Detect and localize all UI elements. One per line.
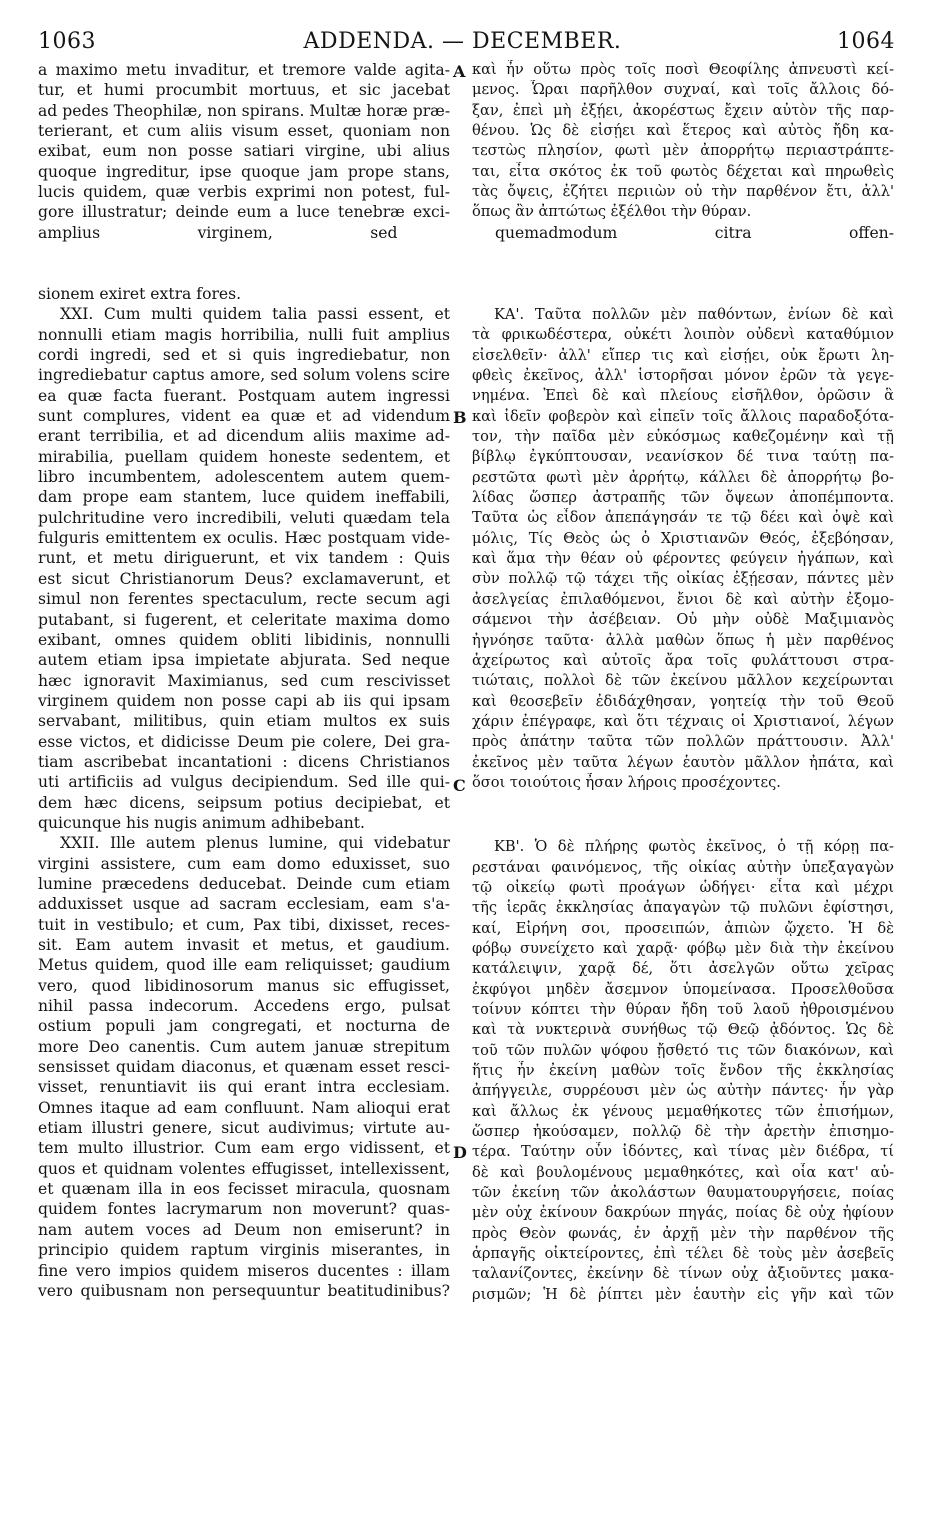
text-line: καί, Εἰρήνη σοι, προσειπών, ἀπιὼν ᾤχετο. Ἡ δὲ [472, 919, 894, 937]
text-line: nam autem voces ad Deum non emiserunt? in [38, 1220, 450, 1239]
text-line: virginem quidem non posse capi ab iis qui ipsam [38, 691, 450, 710]
text-line: lucis quidem, quæ verbis exprimi non potest, ful- [38, 183, 450, 202]
text-line: ΚΑ'. Ταῦτα πολλῶν μὲν παθόντων, ἐνίων δὲ καὶ [494, 306, 894, 323]
text-line: μενος. Ὧραι παρῆλθον συχναί, καὶ τοῖς ἄλλοις δό- [472, 81, 894, 99]
text-line: hæc ignoravit Maximianus, sed cum rescivisset [38, 671, 450, 690]
margin-marker-b: B [453, 408, 467, 427]
text-line: autem etiam ipsa impietate abjurata. Sed neque [38, 651, 450, 670]
text-line: mirabilia, puellam quidem honeste sedentem, et [38, 447, 450, 466]
text-line: erant terribilia, et ad dicendum aliis maxime ad- [38, 427, 450, 446]
text-line: uti artificiis ad vulgus decipiendum. Sed ille qui- [38, 773, 450, 792]
text-line: τιώταις, πολλοὶ δὲ τῶν ἐκείνου μᾶλλον κεχείρωνται [472, 672, 894, 690]
text-line: ἐκφύγοι μηδὲν ἄσεμνον ὑπομείνασα. Προσελθοῦσα [472, 980, 894, 998]
text-line: καὶ ἰδεῖν φοβερὸν καὶ εἰπεῖν τοῖς ἄλλοις παραδοξότα- [472, 407, 894, 425]
text-line: τεστὼς πλησίον, φωτὶ μὲν ἀπορρήτῳ περιαστράπτε- [472, 142, 894, 160]
text-line: πρὸς ἀπάτην ταῦτα τῶν πολλῶν πράττουσιν. Ἀλλ' [472, 733, 894, 751]
text-line: καὶ ἅμα τὴν θέαν οὐ φέροντες φεύγειν ἠγάπων, καὶ [472, 550, 894, 568]
text-line: Ταῦτα ὡς εἶδον ἀπεπάγησάν τε τῷ δέει καὶ ὀψὲ καὶ [472, 509, 894, 527]
greek-intro [472, 60, 894, 223]
text-line: τέρα. Ταύτην οὖν ἰδόντες, καὶ τίνας μὲν διέδρα, τί [472, 1143, 894, 1161]
text-line: μὲν οὐχ ἐκίνουν δακρύων πηγάς, ποίας δὲ οὐχ ἠφίουν [472, 1204, 894, 1222]
margin-marker-a: A [453, 62, 466, 81]
text-line: ρισμῶν; Ἡ δὲ ῥίπτει μὲν ἑαυτὴν εἰς γῆν καὶ τῶν [472, 1285, 894, 1303]
text-line: ρεστῶτα φωτὶ μὲν ἀρρήτῳ, κάλλει δὲ ἀπορρήτῳ βο- [472, 468, 894, 486]
greek-section-22 [472, 837, 894, 1305]
text-line: simul non ferentes spectaculum, recte secum agi [38, 590, 450, 609]
text-line: Omnes itaque ad eam confluunt. Nam alioqui erat [38, 1098, 450, 1117]
text-line: ἀχείρωτος καὶ αὐτοῖς ἄρα τοῖς φυλάττουσι στρα- [472, 651, 894, 669]
text-line: nihil passa indecorum. Accedens ergo, pulsat [38, 997, 450, 1016]
greek-section-21 [472, 305, 894, 793]
text-line: φόβῳ συνείχετο καὶ χαρᾷ· φόβῳ μὲν διὰ τὴν ἐκείνου [472, 939, 894, 957]
text-line: σάμενοι τὴν ἀσέβειαν. Οὐ μὴν οὐδὲ Μαξιμιανὸς [472, 611, 894, 629]
text-line: XXII. Ille autem plenus lumine, qui videbatur [60, 834, 450, 853]
text-line: καὶ τὰ νυκτερινὰ συνήθως τῷ Θεῷ ᾀδόντος. Ὡς δὲ [472, 1021, 894, 1039]
text-line: quicunque his nugis animum adhibebant. [38, 813, 366, 832]
text-line: sionem exiret extra fores. [38, 285, 242, 303]
text-line: βίβλῳ ἐγκύπτουσαν, νεανίσκον δέ τινα ταύτῃ πα- [472, 448, 894, 466]
text-line: etiam illustri genere, sicut audivimus; virtute au- [38, 1119, 450, 1138]
text-line: sit. Eam autem invasit et metus, et gaudium. [38, 936, 450, 954]
text-line: τῷ οἰκείῳ φωτὶ προάγων ὡδήγει· εἶτα καὶ μέχρι [472, 878, 894, 896]
text-line: τοῦ τῶν πυλῶν ψόφου ᾔσθετό τις τῶν διακόνων, καὶ [472, 1041, 894, 1059]
text-line: lumine præcedens deducebat. Deinde cum etiam [38, 874, 450, 893]
text-line: ἐκεῖνος μὲν ταῦτα λέγων ἑαυτὸν μᾶλλον ἠπάτα, καὶ [472, 753, 894, 771]
text-line: Metus quidem, quod ille eam reliquisset; gaudium [38, 956, 450, 975]
text-line: et quænam illa in eos fecisset miracula, quosnam [38, 1180, 450, 1199]
text-line: ἀπήγγειλε, συρρέουσι μὲν ὡς αὐτὴν πάντες· ἦν γὰρ [472, 1082, 894, 1100]
text-line: tiam ascribebat incantationi : dicens Christianos [38, 752, 450, 771]
text-line: virgini assistere, cum eam domo eduxisset, suo [38, 854, 450, 873]
text-line: ἥτις ἦν ἐκείνη μαθὼν τοῖς ἔνδον τῆς ἐκκλησίας [472, 1062, 894, 1080]
text-line: quoque ingreditur, ipse quoque jam prope stans, [38, 162, 450, 181]
text-line: ὅπως ἂν ἀπτώτως ἐξέλθοι τὴν θύραν. [472, 203, 752, 221]
text-line: ingrediebatur captus amore, sed solum volens scire [38, 366, 450, 385]
text-line: εἰσελθεῖν· ἀλλ' εἴπερ τις καὶ εἰσῄει, οὐκ ἔρωτι λη- [472, 346, 894, 364]
right-column-number: 1064 [837, 29, 895, 54]
latin-intro [38, 60, 450, 223]
text-line: ea quæ facta fuerant. Postquam autem ingressi [38, 386, 450, 405]
text-line: ostium populi jam congregati, et nocturna de [38, 1017, 450, 1036]
text-line: καὶ θεοσεβεῖν ἐδιδάχθησαν, γοητείᾳ τὴν τοῦ Θεοῦ [472, 692, 894, 710]
text-line: καὶ ἄλλως ἐκ γένους μεμαθήκοτες τῶν ἐπισήμων, [472, 1102, 894, 1120]
greek-column-lower [472, 305, 894, 1305]
latin-section-21 [38, 304, 450, 833]
latin-column-lower [38, 284, 450, 1301]
text-line: ὅσοι τοιούτοις ἦσαν λήροις προσέχοντες. [472, 773, 781, 791]
text-line: ἀσελγείας ἐπιλαθόμενοι, ἔνιοι δὲ καὶ αὐτὴν ἐξομο- [472, 590, 894, 608]
margin-marker-c: C [453, 776, 466, 795]
text-line: sensisset quidam diaconus, et quænam esset resci- [38, 1058, 450, 1077]
text-line: servabant, militibus, quin etiam multos ex suis [38, 712, 450, 731]
running-title: ADDENDA. — DECEMBER. [303, 29, 622, 54]
page-header [0, 0, 925, 58]
latin-column [38, 60, 450, 223]
text-line: est sicut Christianorum Deus? exclamaverunt, et [38, 569, 450, 588]
text-line: ξαν, ἐπεὶ μὴ ἐξῄει, ἀκορέστως ἔχειν αὐτὸν τῆς παρ- [472, 101, 894, 119]
text-line: fine vero impios quidem miseros ducentes : illam [38, 1261, 450, 1280]
text-line: putabant, si fugerent, et celeritate maxima domo [38, 610, 450, 629]
text-line: fulguris emittentem ex oculis. Hæc postquam vide- [38, 529, 450, 548]
text-line: quidem fontes lacrymarum non moverunt? quas- [38, 1200, 450, 1219]
text-line: principio quidem raptum virginis miserantes, in [38, 1241, 450, 1260]
text-line: τὰς ὄψεις, ἐζήτει περιιὼν οὐ τὴν παρθένον ἔτι, ἀλλ' [472, 183, 894, 201]
latin-section-22 [38, 833, 450, 1301]
text-line: πρὸς Θεὸν φωνάς, ἐν ἀρχῇ μὲν τὴν παρθένον τῆς [472, 1224, 894, 1242]
text-line: ται, εἶτα σκότος ἐκ τοῦ φωτὸς δέχεται καὶ πηρωθεὶς [472, 162, 894, 180]
text-line: XXI. Cum multi quidem talia passi essent, et [60, 305, 450, 324]
text-line: τῶν ἐκείνη τῶν ἀκολάστων θαυματουργήσειε, ποίας [472, 1184, 894, 1202]
text-line: τον, τὴν παῖδα μὲν εὐκόσμως καθεζομένην καὶ τῇ [472, 428, 894, 446]
text-line: ὥσπερ ἠκούσαμεν, πολλῷ δὲ τὴν ἀρετὴν ἐπισημο- [472, 1123, 894, 1141]
text-line: χάριν ἐπέγραφε, καὶ ὅτι τέχναις οἱ Χριστιανοί, λέγων [472, 712, 894, 730]
text-line: nonnulli etiam magis horribilia, nulli fuit amplius [38, 325, 450, 344]
text-line: ρεστάναι φαινόμενος, τῆς οἰκίας αὐτὴν ὑπεξαγαγὼν [472, 858, 894, 876]
text-line: σὺν πολλῷ τῷ τάχει τῆς οἰκίας ἐξῄεσαν, πάντες μὲν [472, 570, 894, 588]
text-line: pulchritudine vero incredibili, veluti quædam tela [38, 508, 450, 527]
text-line: tur, et humi procumbit mortuus, et sic jacebat [38, 81, 450, 100]
text-line: νημένα. Ἐπεὶ δὲ καὶ πλείους εἰσῆλθον, ὁρῶσιν ἃ [472, 387, 894, 405]
text-line: ad pedes Theophilæ, non spirans. Multæ horæ præ- [38, 101, 450, 120]
text-line: terierant, et cum aliis visum esset, quoniam non [38, 122, 450, 141]
text-line: tem multo illustrior. Cum eam ergo vidissent, et [38, 1139, 450, 1158]
left-column-number: 1063 [38, 29, 96, 54]
text-line: δὲ καὶ βουλομένους μεμαθηκότες, καὶ οἷα κατ' αὐ- [472, 1163, 894, 1181]
text-line: more Deo canentis. Cum autem januæ strepitum [38, 1037, 450, 1056]
text-line: esse victos, et didicisse Deum pie colere, Dei gra- [38, 732, 450, 751]
text-line: vero quibusnam non persequuntur beatitudinibus? [38, 1281, 450, 1300]
text-line: φθεὶς ἐκεῖνος, ἀλλ' ἱστορῆσαι μόνον ἐρῶν τὰ γεγε- [472, 367, 894, 385]
text-line: τοίνυν κόπτει τὴν θύραν ἤδη τοῦ λαοῦ ἠθροισμένου [472, 1001, 894, 1018]
text-line: cordi ingredi, sed et si quis ingrediebatur, non [38, 346, 450, 365]
text-line: ΚΒ'. Ὁ δὲ πλήρης φωτὸς ἐκεῖνος, ὁ τῇ κόρῃ πα- [494, 838, 894, 856]
text-line: λίδας ὥσπερ ἀστραπῆς τῶν ὄψεων ἀποπέμποντα. [472, 489, 894, 507]
text-line: tuit in vestibulo; et cum, Pax tibi, dixisset, reces- [38, 915, 450, 934]
text-line: gore illustratur; deinde eum a luce tenebræ exci- [38, 203, 450, 222]
text-line: ἁρπαγῆς οἰκτείροντες, ἐπὶ τέλει δὲ τοὺς μὲν ἀσεβεῖς [472, 1245, 894, 1263]
text-line: a maximo metu invaditur, et tremore valde agita- [38, 61, 450, 79]
text-line: quos et quidnam volentes effugisset, intellexissent, [38, 1159, 450, 1178]
text-line: καὶ ἦν οὕτω πρὸς τοῖς ποσὶ Θεοφίλης ἀπνευστὶ κεί- [472, 61, 894, 78]
text-line: τῆς ἱερᾶς ἐκκλησίας ἀπαγαγὼν τῷ πυλῶνι ἐφίστησι, [472, 899, 894, 917]
text-line: exibat, eum non posse satiari virgine, ubi alius [38, 142, 450, 161]
text-line: libro incumbentem, adolescentem autem quem- [38, 468, 450, 487]
text-line: adduxisset usque ad sacram ecclesiam, eam s'a- [38, 895, 450, 914]
text-line: θένου. Ὡς δὲ εἰσῄει καὶ ἕτερος καὶ αὐτὸς ἤδη κα- [472, 122, 894, 140]
latin-intro-after [38, 284, 450, 304]
text-line: visset, renuntiavit iis qui erant intra ecclesiam. [38, 1078, 450, 1097]
text-line: runt, et metu diriguerunt, et vix tandem : Quis [38, 549, 450, 568]
margin-marker-d: D [453, 1143, 467, 1162]
text-line: τὰ φρικωδέστερα, οὐκέτι λοιπὸν οὐδενὶ καταθύμιον [472, 326, 894, 344]
text-line: exibant, omnes quidem obliti libidinis, nonnulli [38, 630, 450, 649]
text-line: sunt complures, vident ea quæ et ad videndum [38, 407, 450, 426]
text-line: ἠγνόησε ταῦτα· ἀλλὰ μαθὼν ὅπως ἡ μὲν παρθένος [472, 631, 894, 649]
text-line: vero, quod libidinosorum manus sic effugisset, [38, 976, 450, 995]
spanning-line: amplius virginem, sed quemadmodum citra offen- [38, 224, 894, 242]
text-line: ταλανίζοντες, ἐκείνην δὲ τίνων οὐχ ἀξιοῦντες μακα- [472, 1265, 894, 1283]
text-line: dem hæc dicens, seipsum potius decipiebat, et [38, 793, 450, 812]
greek-column [472, 60, 894, 223]
text-line: μόλις, Τίς Θεὸς ὡς ὁ Χριστιανῶν Θεός, ἐξεβόησαν, [472, 529, 894, 547]
text-line: dam prope eam stantem, luce quidem ineffabili, [38, 488, 450, 507]
text-line: κατάλειψιν, χαρᾷ δέ, ὅτι ἀσελγῶν οὕτω χεῖρας [472, 960, 894, 978]
